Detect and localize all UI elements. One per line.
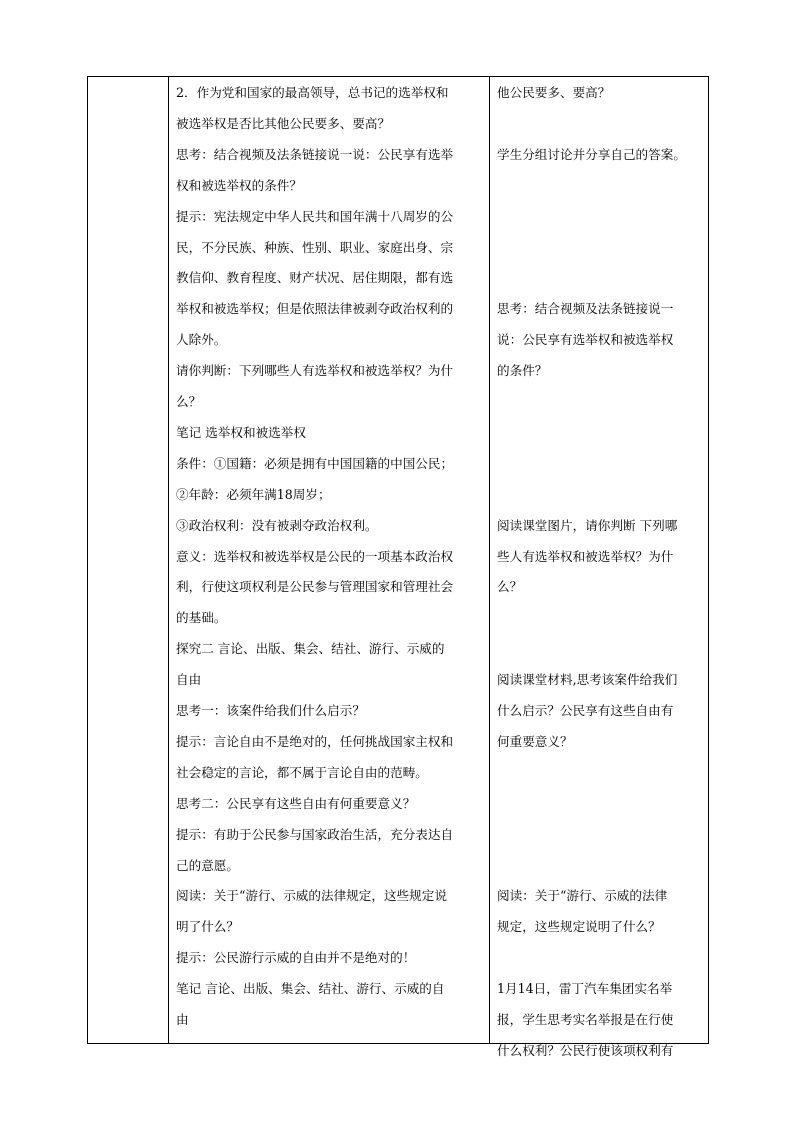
activity-line: 学生分组讨论并分享自己的答案。 <box>497 146 686 162</box>
content-line: 探究二 言论、出版、集会、结社、游行、示威的 <box>176 641 445 657</box>
student-activity-cell <box>490 77 709 1058</box>
activity-line: 报，学生思考实名举报是在行使 <box>497 1012 674 1027</box>
content-line: ②年龄：必须年满18周岁； <box>176 486 331 502</box>
activity-line: 阅读课堂材料,思考该案件给我们 <box>497 672 678 688</box>
content-line: 明了什么？ <box>176 919 239 935</box>
activity-line: 说：公民享有选举权和被选举权 <box>497 332 674 348</box>
content-line: 权和被选举权的条件？ <box>176 177 302 193</box>
activity-line: 1月14日，雷丁汽车集团实名举 <box>497 981 673 997</box>
content-line: 民，不分民族、种族、性别、职业、家庭出身、宗 <box>176 239 454 255</box>
content-line: 人除外。 <box>176 332 227 348</box>
activity-line: 阅读：关于“游行、示威的法律 <box>497 888 668 904</box>
content-line: 自由 <box>176 672 202 688</box>
content-line: 2．作为党和国家的最高领导，总书记的选举权和 <box>176 85 449 100</box>
lesson-plan-table <box>87 76 709 1058</box>
activity-line: 他公民要多、要高？ <box>497 85 611 100</box>
activity-line: 什么权利？公民行使该项权利有 <box>497 1042 674 1058</box>
content-line: 么？ <box>176 394 202 409</box>
table-row <box>88 77 709 1044</box>
content-line: 提示：有助于公民参与国家政治生活，充分表达自 <box>176 826 454 842</box>
activity-line: 阅读课堂图片，请你判断 下列哪 <box>497 517 678 533</box>
content-line: 提示：宪法规定中华人民共和国年满十八周岁的公 <box>176 208 454 224</box>
activity-line: 何重要意义？ <box>497 733 573 749</box>
content-line: 的基础。 <box>176 610 227 626</box>
content-line: 条件：①国籍：必须是拥有中国国籍的中国公民； <box>176 455 454 471</box>
content-line: 提示：言论自由不是绝对的，任何挑战国家主权和 <box>176 733 454 749</box>
activity-line: 些人有选举权和被选举权？为什 <box>497 548 674 564</box>
content-line: 笔记 言论、出版、集会、结社、游行、示威的自 <box>176 981 445 997</box>
content-line: 社会稳定的言论，都不属于言论自由的范畴。 <box>176 764 428 780</box>
content-line: 提示：公民游行示威的自由并不是绝对的！ <box>176 950 416 966</box>
content-line: 笔记 选举权和被选举权 <box>176 424 306 440</box>
content-line: 请你判断：下列哪些人有选举权和被选举权？为什 <box>176 363 454 379</box>
content-line: 思考二：公民享有这些自由有何重要意义？ <box>176 795 416 811</box>
content-line: 阅读：关于“游行、示威的法律规定，这些规定说 <box>176 888 447 904</box>
content-line: 举权和被选举权；但是依照法律被剥夺政治权利的 <box>176 301 454 317</box>
content-line: 思考一：该案件给我们什么启示？ <box>176 703 365 718</box>
left-empty-cell <box>88 77 169 1044</box>
content-line: 意义：选举权和被选举权是公民的一项基本政治权 <box>176 548 454 564</box>
content-line: 教信仰、教育程度、财产状况、居住期限，都有选 <box>176 270 454 286</box>
content-line: ③政治权利：没有被剥夺政治权利。 <box>176 517 378 533</box>
activity-line: 么？ <box>497 579 523 595</box>
content-line: 被选举权是否比其他公民要多、要高？ <box>176 115 391 131</box>
content-line: 由 <box>176 1012 189 1027</box>
activity-line: 思考：结合视频及法条链接说一 <box>497 301 674 317</box>
content-line: 思考：结合视频及法条链接说一说：公民享有选举 <box>176 146 454 162</box>
teaching-content-cell <box>169 77 490 1044</box>
activity-line: 的条件？ <box>497 363 548 379</box>
activity-line: 什么启示？公民享有这些自由有 <box>497 703 674 718</box>
content-line: 己的意愿。 <box>176 857 239 873</box>
content-line: 利，行使这项权利是公民参与管理国家和管理社会 <box>176 579 454 595</box>
activity-line: 规定，这些规定说明了什么？ <box>497 919 661 935</box>
